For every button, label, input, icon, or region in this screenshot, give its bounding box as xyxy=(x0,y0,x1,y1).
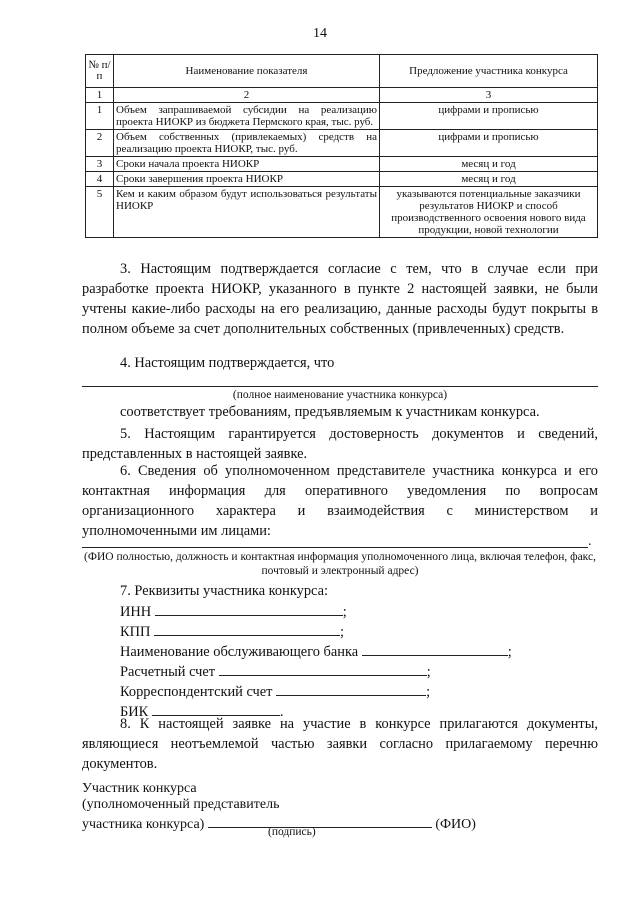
corr-account-label: Корреспондентский счет xyxy=(120,684,273,700)
col-number: 2 xyxy=(114,88,380,103)
row-num: 1 xyxy=(86,103,114,130)
line-end-dot: . xyxy=(588,534,592,549)
row-name: Сроки завершения проекта НИОКР xyxy=(114,172,380,187)
row-value: цифрами и прописью xyxy=(380,130,598,157)
table-row xyxy=(86,172,598,187)
participant-name-line[interactable] xyxy=(82,386,598,387)
paragraph-4: 4. Настоящим подтверждается, что xyxy=(120,355,335,371)
row-name: Объем запрашиваемой субсидии на реализацию проекта НИОКР из бюджета Пермского края, тыс. руб. xyxy=(114,103,380,130)
requisite-corr-account xyxy=(120,681,430,702)
paragraph-7: 7. Реквизиты участника конкурса: xyxy=(120,583,328,599)
signature-fio: (ФИО) xyxy=(435,817,476,832)
bank-end: ; xyxy=(507,644,512,660)
inn-label: ИНН xyxy=(120,604,152,620)
inn-field[interactable] xyxy=(155,601,343,616)
bank-field[interactable] xyxy=(362,641,508,656)
signature-field[interactable] xyxy=(208,813,432,828)
caption-full-name: (полное наименование участника конкурса) xyxy=(232,389,448,401)
kpp-label: КПП xyxy=(120,624,151,640)
account-field[interactable] xyxy=(219,661,427,676)
corr-account-field[interactable] xyxy=(276,681,426,696)
row-name: Кем и каким образом будут использоваться результаты НИОКР xyxy=(114,187,380,238)
table-row xyxy=(86,157,598,172)
table-row xyxy=(86,187,598,238)
bik-end: . xyxy=(279,704,284,720)
kpp-field[interactable] xyxy=(154,621,340,636)
header-num: № п/п xyxy=(86,55,114,88)
inn-end: ; xyxy=(342,604,347,620)
row-num: 4 xyxy=(86,172,114,187)
row-value: цифрами и прописью xyxy=(380,103,598,130)
account-end: ; xyxy=(426,664,431,680)
table-row xyxy=(86,130,598,157)
requisite-inn xyxy=(120,601,347,622)
paragraph-8: 8. К настоящей заявке на участие в конкурсе прилагаются документы, являющиеся неотъемлемой частью заявки согласно прилагаемому перечню документов. xyxy=(82,716,598,772)
row-name: Сроки начала проекта НИОКР xyxy=(114,157,380,172)
requisite-bank xyxy=(120,641,512,662)
requisite-kpp xyxy=(120,621,344,642)
representative-info-line[interactable] xyxy=(82,547,588,548)
signature-caption: (подпись) xyxy=(268,826,316,838)
paragraph-6: 6. Сведения об уполномоченном представителе участника конкурса и его контактная информация для оперативного уведомления по вопросам организационного характера и взаимодействия с министерством и уполномоченными им лицами: xyxy=(82,463,598,539)
paragraph-4-continuation: соответствует требованиям, предъявляемым к участникам конкурса. xyxy=(120,404,540,420)
signature-line-2: (уполномоченный представитель xyxy=(82,797,280,812)
row-num: 3 xyxy=(86,157,114,172)
col-number: 3 xyxy=(380,88,598,103)
row-value: указываются потенциальные заказчики результатов НИОКР и способ производственного освоения нового вида продукции, новой технологии xyxy=(380,187,598,238)
header-indicator: Наименование показателя xyxy=(114,55,380,88)
paragraph-5: 5. Настоящим гарантируется достоверность документов и сведений, представленных в настоящей заявке. xyxy=(82,426,598,462)
kpp-end: ; xyxy=(340,624,344,640)
column-numbers-row xyxy=(86,88,598,103)
row-value: месяц и год xyxy=(380,157,598,172)
account-label: Расчетный счет xyxy=(120,664,216,680)
paragraph-3: 3. Настоящим подтверждается согласие с тем, что в случае если при разработке проекта НИОКР, указанного в пункте 2 настоящей заявки, не были учтены какие-либо расходы на его реализацию, данные расходы будут покрыты в полном объеме за счет дополнительных собственных (привлеченных) средств. xyxy=(82,261,598,337)
signature-line-3-text: участника конкурса) xyxy=(82,817,205,832)
corr-account-end: ; xyxy=(426,684,431,700)
col-number: 1 xyxy=(86,88,114,103)
bik-label: БИК xyxy=(120,704,149,720)
row-num: 5 xyxy=(86,187,114,238)
row-num: 2 xyxy=(86,130,114,157)
indicators-table xyxy=(85,54,598,238)
caption-contact: (ФИО полностью, должность и контактная информация уполномоченного лица, включая телефон, факс, почтовый и электронный адрес) xyxy=(84,551,596,577)
table-row xyxy=(86,103,598,130)
signature-line-1: Участник конкурса xyxy=(82,781,197,796)
row-name: Объем собственных (привлекаемых) средств на реализацию проекта НИОКР, тыс. руб. xyxy=(114,130,380,157)
requisite-account xyxy=(120,661,431,682)
header-proposal: Предложение участника конкурса xyxy=(380,55,598,88)
table-header-row xyxy=(86,55,598,88)
row-value: месяц и год xyxy=(380,172,598,187)
bank-label: Наименование обслуживающего банка xyxy=(120,644,359,660)
page-number: 14 xyxy=(313,26,327,41)
